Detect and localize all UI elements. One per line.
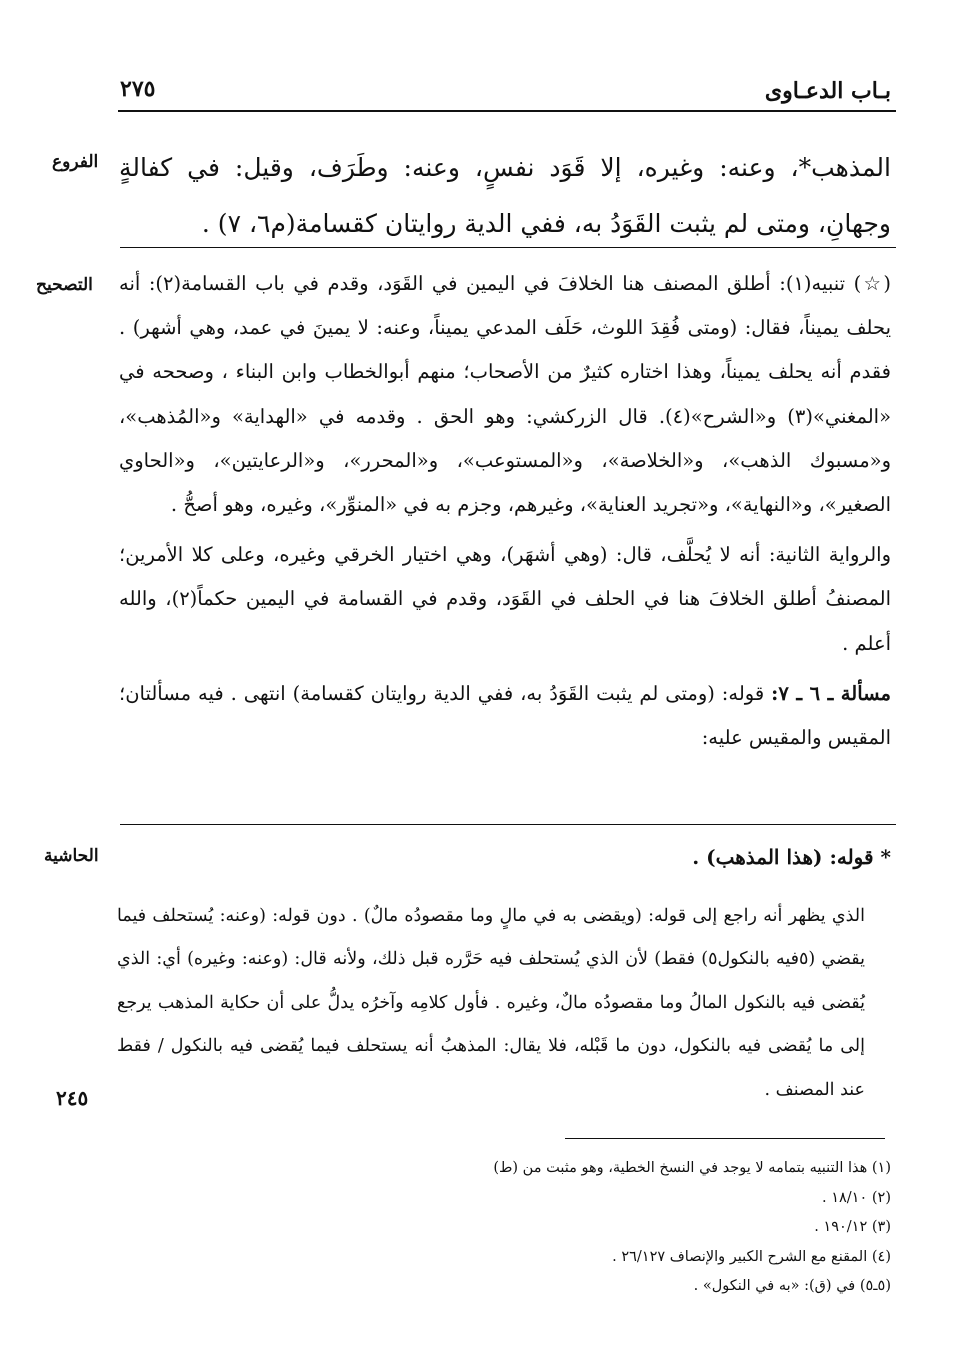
section-rule-1 (120, 247, 896, 248)
footnote-item: (٤) المقنع مع الشرح الكبير والإنصاف ٢٦/١٢٧ . (612, 1248, 891, 1265)
section-rule-2 (120, 824, 896, 825)
side-label-furu: الفروع (52, 152, 99, 172)
chapter-title: بـاب الدعـاوى (764, 78, 891, 104)
margin-page-number: ٢٤٥ (56, 1086, 89, 1110)
page-number: ٢٧٥ (120, 76, 156, 102)
masala-label: مسألة ـ ٦ ـ ٧: (771, 681, 891, 705)
hashiya-text: الذي يظهر أنه راجع إلى قوله: (ويقضى به في مالٍ وما مقصودُه مالٌ) . دون قوله: (وعنه: يُستحلف فيما يقضي (٥فيه بالنكول٥) فقط) لأن الذي يُستحلف فيه حَرَّره قبل ذلك، ولأنه قال: (وعنه: وغيره) أي: الذي يُقضى فيه بالنكول المالُ وما مقصودُه مالٌ، وغيره . فأول كلامِه وآخرُه يدلُّ على أن حكاية المذهب يرجع إلى ما يُقضى فيه بالنكول، دون ما قَبْله، فلا يقال: المذهبُ أنه يستحلف فيما يُقضى فيه بالنكول / فقط عند المصنف . (117, 906, 866, 1100)
tashih-section (119, 262, 891, 760)
footnotes (119, 1154, 891, 1302)
side-label-hashiya: الحاشية (44, 846, 99, 866)
tashih-paragraph-2: والرواية الثانية: أنه لا يُحلَّف، قال: (وهي أشهَر)، وهي اختيار الخرقي وغيره، وعلى كلا الأمرين؛ المصنفُ أطلق الخلافَ هنا في الحلف في القَوَد، وقدم في القسامة في اليمين حكماً(٢)، والله أعلم . (119, 543, 892, 655)
footnote-item: (٣) ١٩٠/١٢ . (814, 1219, 891, 1236)
side-label-tashih: التصحيح (36, 275, 93, 295)
furu-text: المذهب*، وعنه: وغيره، إلا قَوَد نفسٍ، وعنه: وطَرَف، وقيل: في كفالةٍ وجهانِ، ومتى لم يثبت القَوَدُ به، ففي الدية روايتان كقسامة(م٦، ٧) . (119, 153, 891, 238)
tashih-masala (119, 672, 891, 760)
footnote-item: (١) هذا التنبيه بتمامه لا يوجد في النسخ الخطية، وهو مثبت من (ط) (493, 1160, 891, 1176)
masala-text: قوله: (ومتى لم يثبت القَوَدُ به، ففي الدية روايتان كقسامة) انتهى . فيه مسألتان؛ المقيس والمقيس عليه: (119, 681, 891, 750)
header-rule (118, 110, 896, 112)
hashiya-heading: * قوله: (هذا المذهب) . (692, 845, 891, 869)
footnote-item: (٥ـ٥) في (ق): «به في النكول» . (693, 1278, 891, 1295)
footnote-rule (565, 1138, 885, 1139)
footnote-item: (٢) ١٨/١٠ . (821, 1189, 891, 1206)
tashih-paragraph-1: (☆) تنبيه(١): أطلق المصنف هنا الخلافَ في اليمين في القَوَد، وقدم في باب القسامة(٢): أنه يحلف يميناً، فقال: (ومتى فُقِدَ اللوث، حَلَف المدعي يميناً، وعنه: لا يمينَ في عمد، وهي أشهر) . فقدم أنه يحلف يميناً، وهذا اختاره كثيرٌ من الأصحاب؛ منهم أبوالخطاب وابن البناء ، وصححه في «المغني»(٣) و«الشرح»(٤). قال الزركشي: وهو الحق . وقدمه في «الهداية» و«المُذهب»، و«مسبوك الذهب»، و«الخلاصة»، و«المستوعب»، و«المحرر»، و«الرعايتين»، و«الحاوي الصغير»، و«النهاية»، و«تجريد العناية»، وغيرهم، وجزم به في «المنوِّر»، وغيره، وهو أصحُّ . (119, 272, 892, 517)
